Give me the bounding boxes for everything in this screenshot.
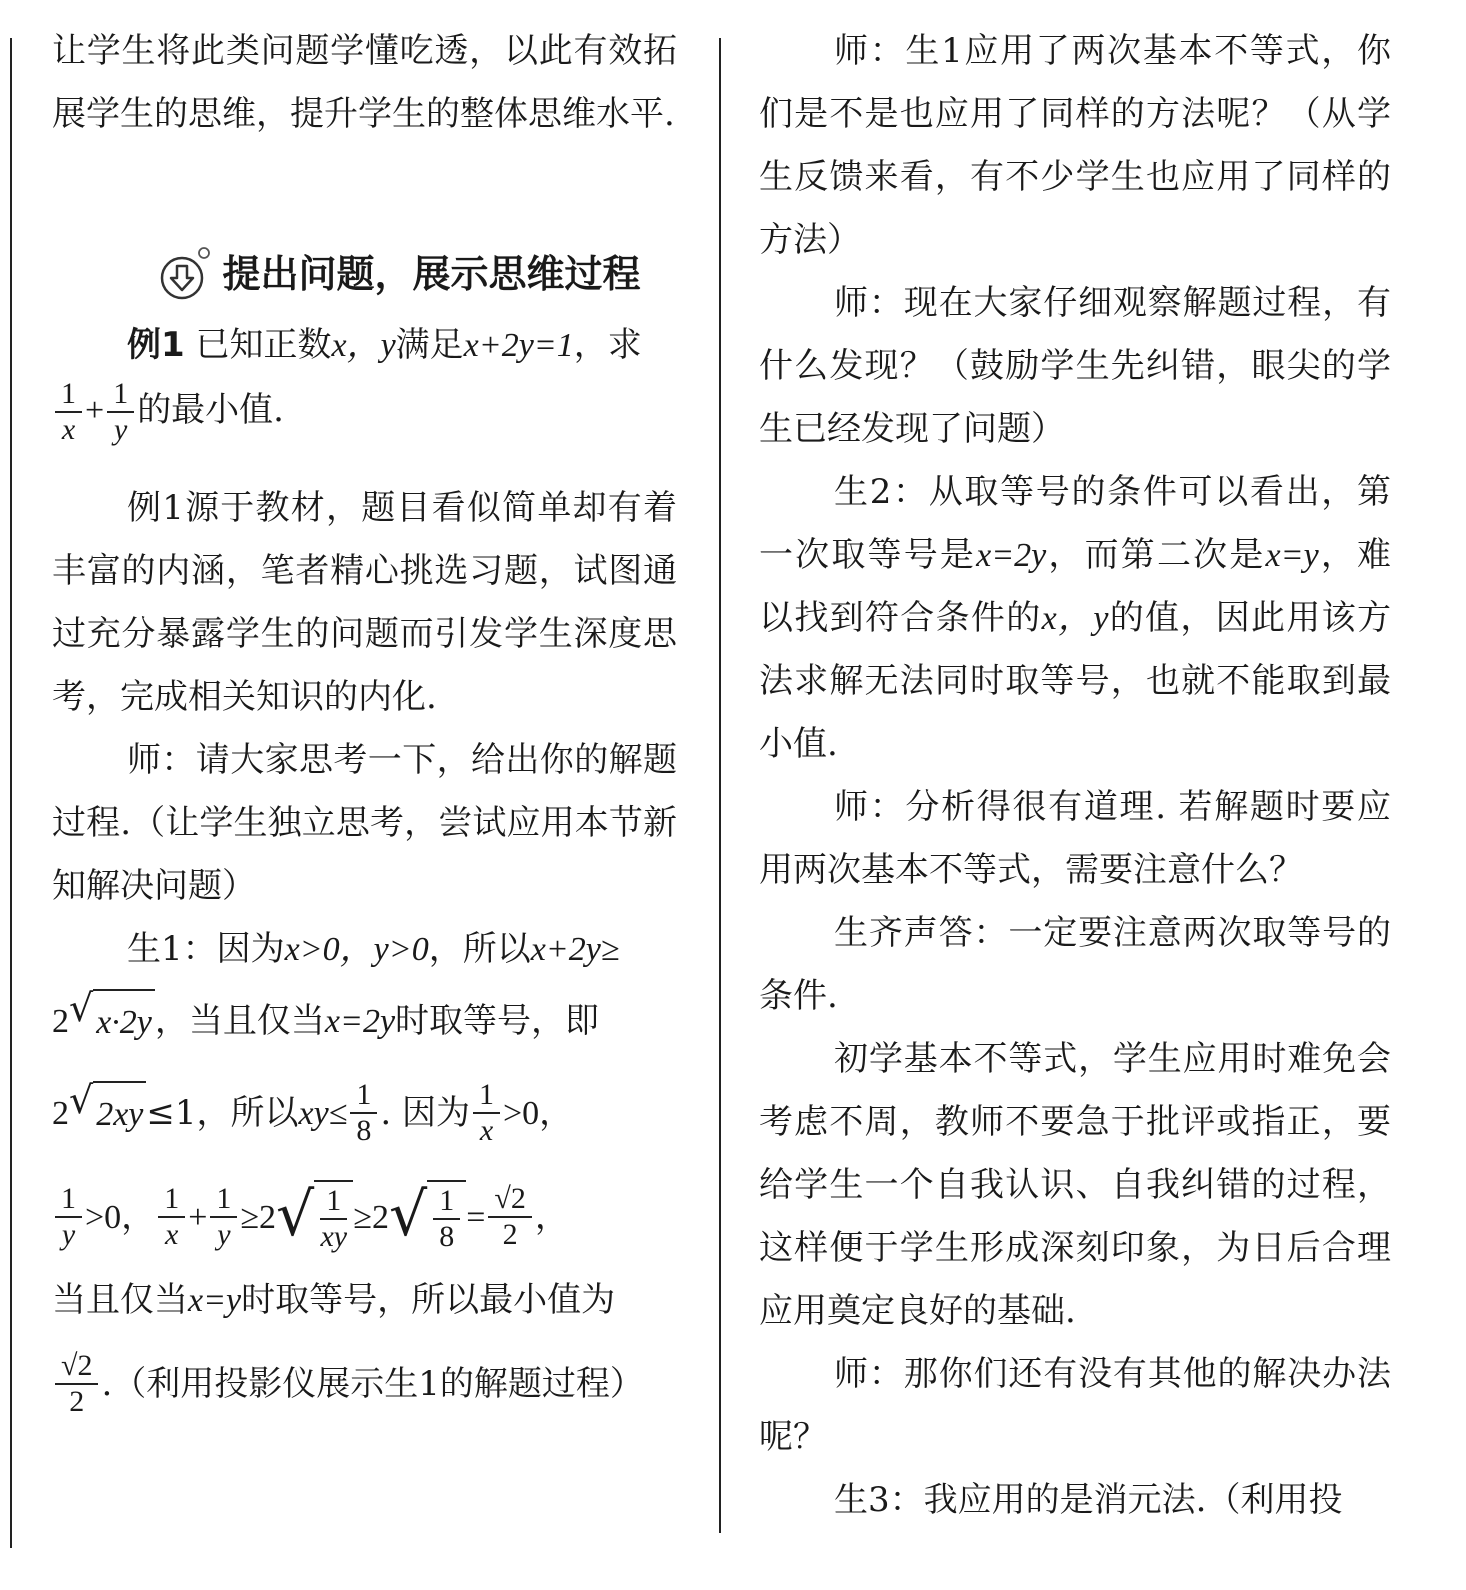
teacher-other-methods: 师：那你们还有没有其他的解决办法呢？: [759, 1354, 1391, 1457]
intro-paragraph: 让学生将此类问题学懂吃透，以此有效拓展学生的思维，提升学生的整体思维水平.: [52, 31, 677, 134]
student1-line1: 生1：因为x>0，y>0，所以x+2y≥: [127, 929, 620, 969]
teacher-observe: 师：现在大家仔细观察解题过程，有什么发现？（鼓励学生先纠错，眼尖的学生已经发现了问题）: [759, 283, 1391, 449]
example-label: 例1: [127, 325, 185, 365]
student1-line6: $\frac{√2}{2}$ .（利用投影仪展示生1的解题过程）: [52, 1332, 677, 1436]
class-answer: 生齐声答：一定要注意两次取等号的条件.: [759, 913, 1391, 1016]
left-column: [52, 20, 677, 1436]
example-statement: 例1 已知正数x，y满足x+2y=1，求: [127, 325, 642, 365]
down-arrow-circle-icon: [158, 246, 210, 302]
right-column: [759, 20, 1391, 1532]
commentary: 初学基本不等式，学生应用时难免会考虑不周，教师不要急于批评或指正，要给学生一个自我认识、自我纠错的过程，这样便于学生形成深刻印象，为日后合理应用奠定良好的基础.: [759, 1039, 1391, 1331]
student1-line5: 当且仅当x=y时取等号，所以最小值为: [52, 1280, 616, 1320]
student1-line4: $\frac{1}{y}$ >0， $\frac{1}{x}$ + $\frac{1}{y}$ ≥2 √ $\frac{1}{xy}$ ≥2 √ $\frac{1}{8}$ = $\frac{√2}{2}$ ，: [52, 1165, 677, 1269]
student2-answer: 生2：从取等号的条件可以看出，第一次取等号是x=2y，而第二次是x=y，难以找到符合条件的x，y的值，因此用该方法求解无法同时取等号，也就不能取到最小值.: [759, 472, 1392, 764]
source-paragraph: 例1源于教材，题目看似简单却有着丰富的内涵，笔者精心挑选习题，试图通过充分暴露学生的问题而引发学生深度思考，完成相关知识的内化.: [52, 488, 677, 717]
left-margin-rule: [10, 38, 12, 1548]
example-expression: $\frac{1}{x}$ + $\frac{1}{y}$ 的最小值.: [52, 377, 677, 477]
student3-answer: 生3：我应用的是消元法.（利用投: [834, 1480, 1343, 1520]
teacher-question: 师：请大家思考一下，给出你的解题过程.（让学生独立思考，尝试应用本节新知解决问题）: [52, 740, 677, 906]
student1-line2: 2 √ x·2y ，当且仅当 x=2y 时取等号，即: [52, 981, 677, 1061]
section-heading: [122, 234, 677, 314]
section-title: 提出问题，展示思维过程: [222, 251, 641, 296]
column-divider: [719, 38, 721, 1533]
teacher-followup: 师：生1应用了两次基本不等式，你们是不是也应用了同样的方法呢？（从学生反馈来看，有不少学生也应用了同样的方法）: [759, 31, 1391, 260]
teacher-analysis: 师：分析得很有道理. 若解题时要应用两次基本不等式，需要注意什么？: [759, 787, 1391, 890]
student1-line3: 2 √ 2xy ≤1，所以 xy≤ $\frac{1}{8}$ . 因为 $\frac{1}{x}$ >0，: [52, 1077, 574, 1147]
